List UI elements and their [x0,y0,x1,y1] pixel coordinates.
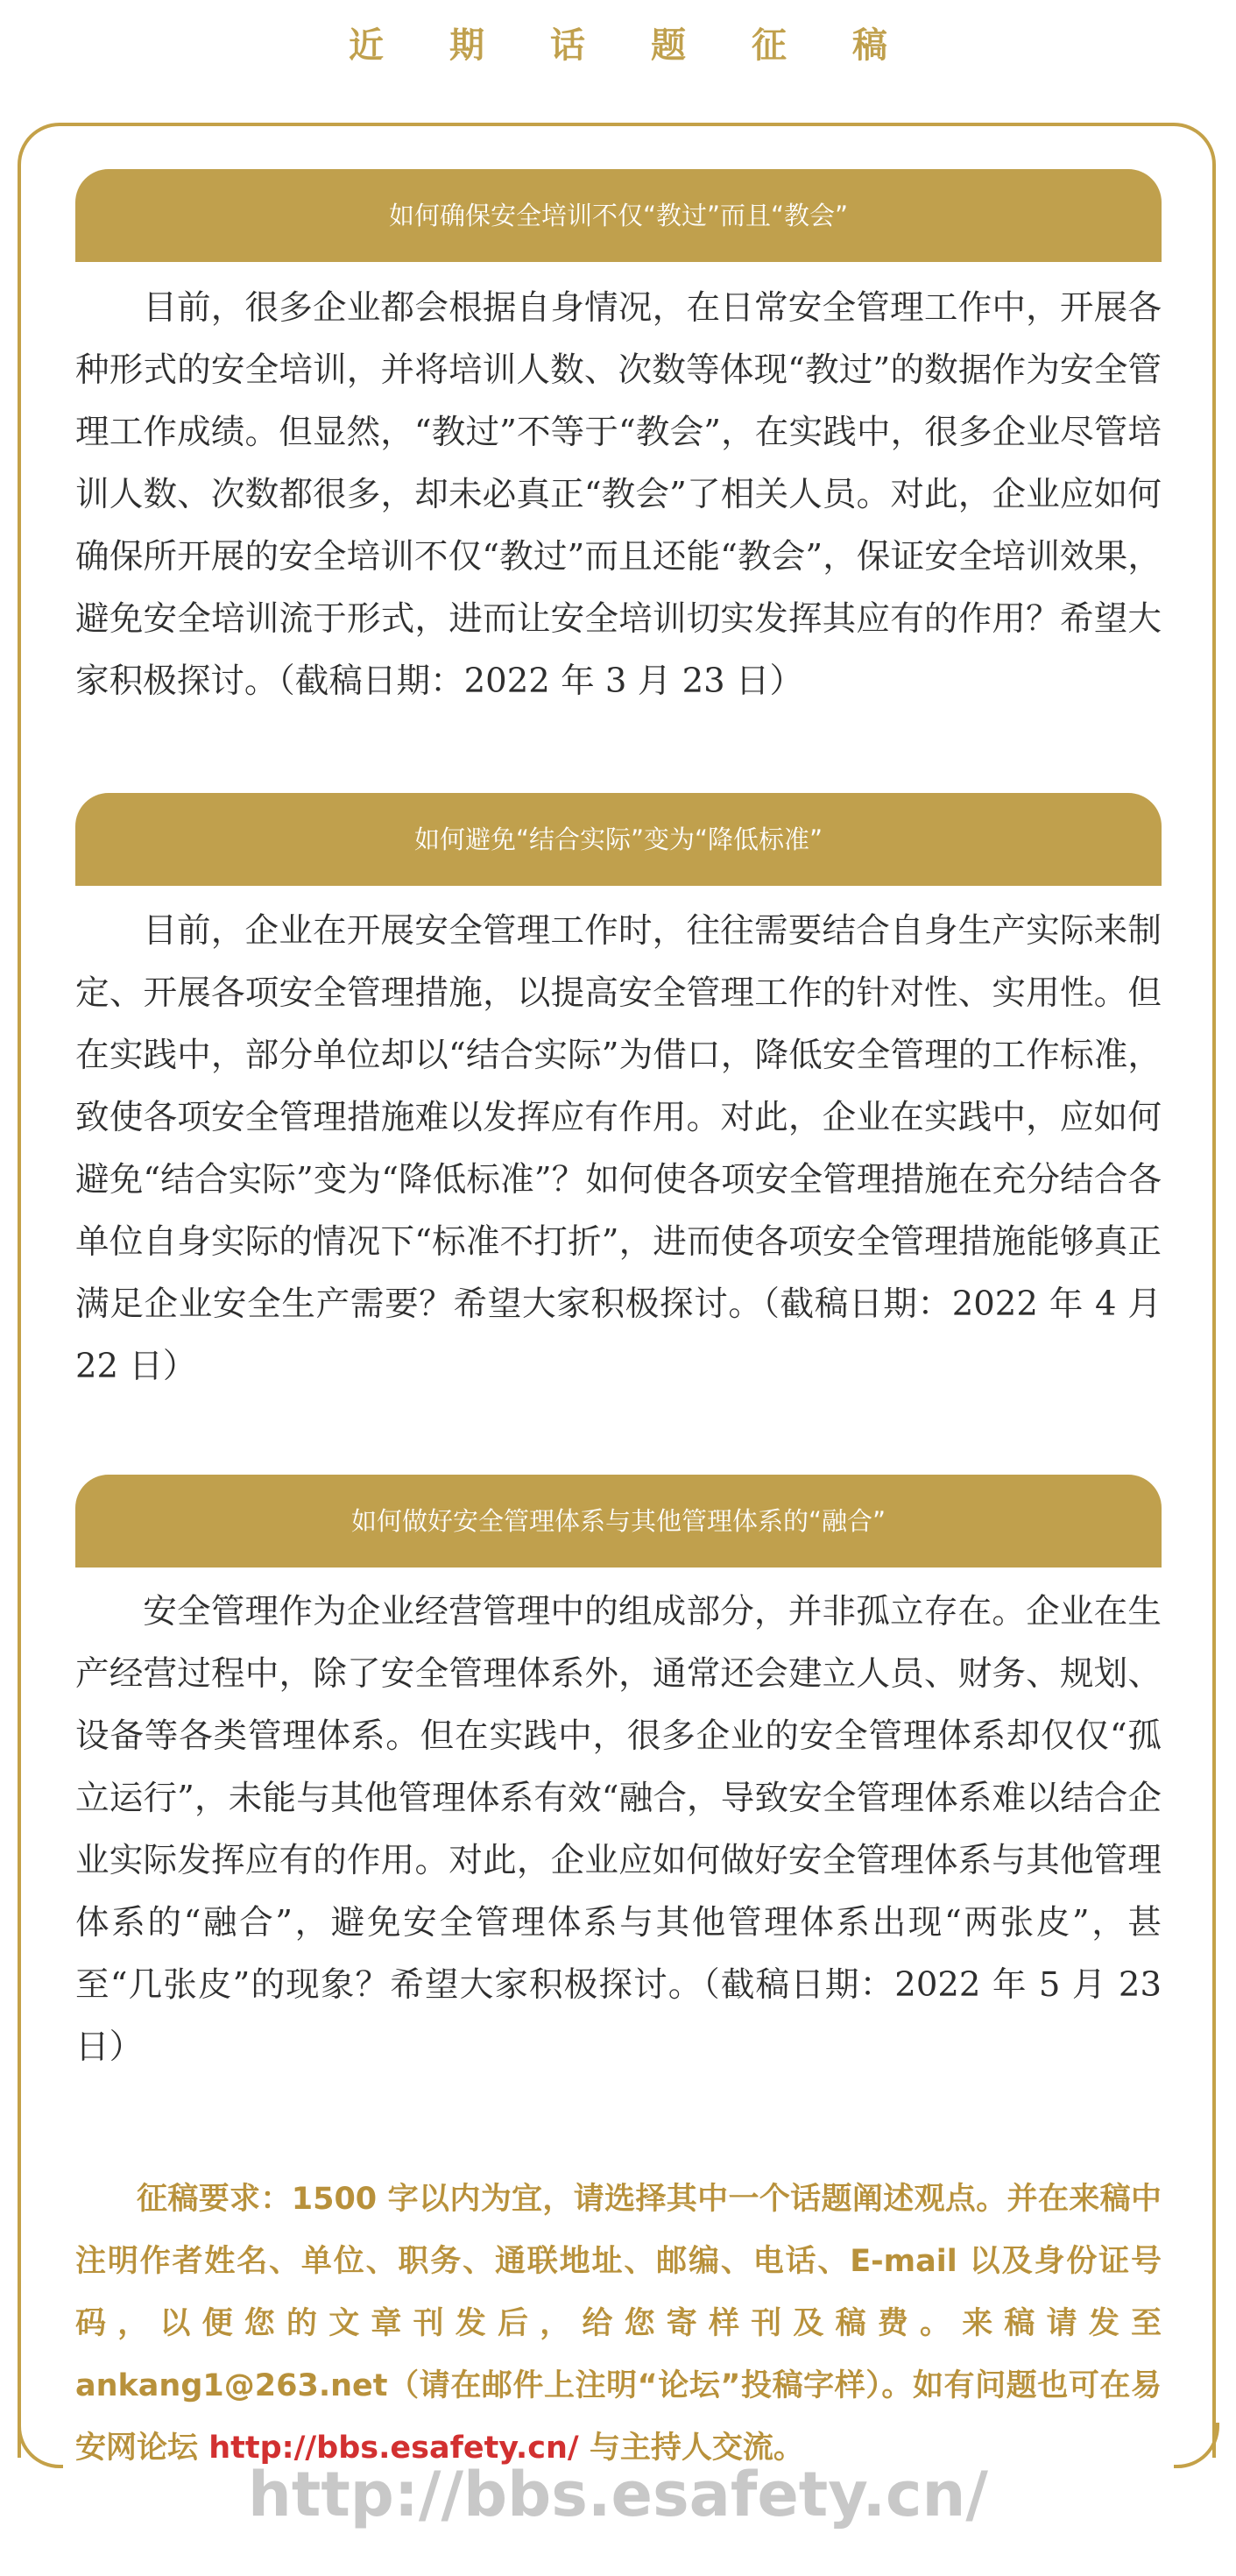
page-title: 近期话题征稿 [349,25,953,66]
topic-2-body: 目前，企业在开展安全管理工作时，往往需要结合自身生产实际来制定、开展各项安全管理措施，以提高安全管理工作的针对性、实用性。但在实践中，部分单位却以“结合实际”为借口，降低安全管理的工作标准，致使各项安全管理措施难以发挥应有作用。对此，企业在实践中，应如何避免“结合实际”变为“降低标准”？如何使各项安全管理措施在充分结合各单位自身实际的情况下“标准不打折”，进而使各项安全管理措施能够真正满足企业安全生产需要？希望大家积极探讨。（截稿日期：2022 年 4 月 22 日） [75,911,1162,1386]
topic-3-banner: 如何做好安全管理体系与其他管理体系的“融合” [75,1475,1162,1568]
requirements-text: 征稿要求：1500 字以内为宜，请选择其中一个话题阐述观点。并在来稿中注明作者姓名、单位、职务、通联地址、邮编、电话、E-mail 以及身份证号码，以便您的文章刊发后，给您寄样刊及稿费。来稿请发至 ankang1@263.net（请在邮件上注明“论坛”投稿字样）。如有问题也可在易安网论坛 [75,2182,1162,2466]
requirements-suffix: 与主持人交流。 [578,2431,804,2466]
footer-url: http://bbs.esafety.cn/ [248,2459,988,2530]
topic-1-body: 目前，很多企业都会根据自身情况，在日常安全管理工作中，开展各种形式的安全培训，并将培训人数、次数等体现“教过”的数据作为安全管理工作成绩。但显然，“教过”不等于“教会”，在实践中，很多企业尽管培训人数、次数都很多，却未必真正“教会”了相关人员。对此，企业应如何确保所开展的安全培训不仅“教过”而且还能“教会”，保证安全培训效果，避免安全培训流于形式，进而让安全培训切实发挥其应有的作用？希望大家积极探讨。（截稿日期：2022 年 3 月 23 日） [75,288,1162,701]
topic-2-banner: 如何避免“结合实际”变为“降低标准” [75,793,1162,886]
topic-1-banner: 如何确保安全培训不仅“教过”而且“教会” [75,169,1162,262]
submission-requirements [75,2169,1162,2480]
forum-link[interactable]: http://bbs.esafety.cn/ [208,2431,579,2466]
topic-3-body: 安全管理作为企业经营管理中的组成部分，并非孤立存在。企业在生产经营过程中，除了安全管理体系外，通常还会建立人员、财务、规划、设备等各类管理体系。但在实践中，很多企业的安全管理体系却仅仅“孤立运行”，未能与其他管理体系有效“融合，导致安全管理体系难以结合企业实际发挥应有的作用。对此，企业应如何做好安全管理体系与其他管理体系的“融合”，避免安全管理体系与其他管理体系出现“两张皮”，甚至“几张皮”的现象？希望大家积极探讨。（截稿日期：2022 年 5 月 23 日） [75,1592,1162,2067]
